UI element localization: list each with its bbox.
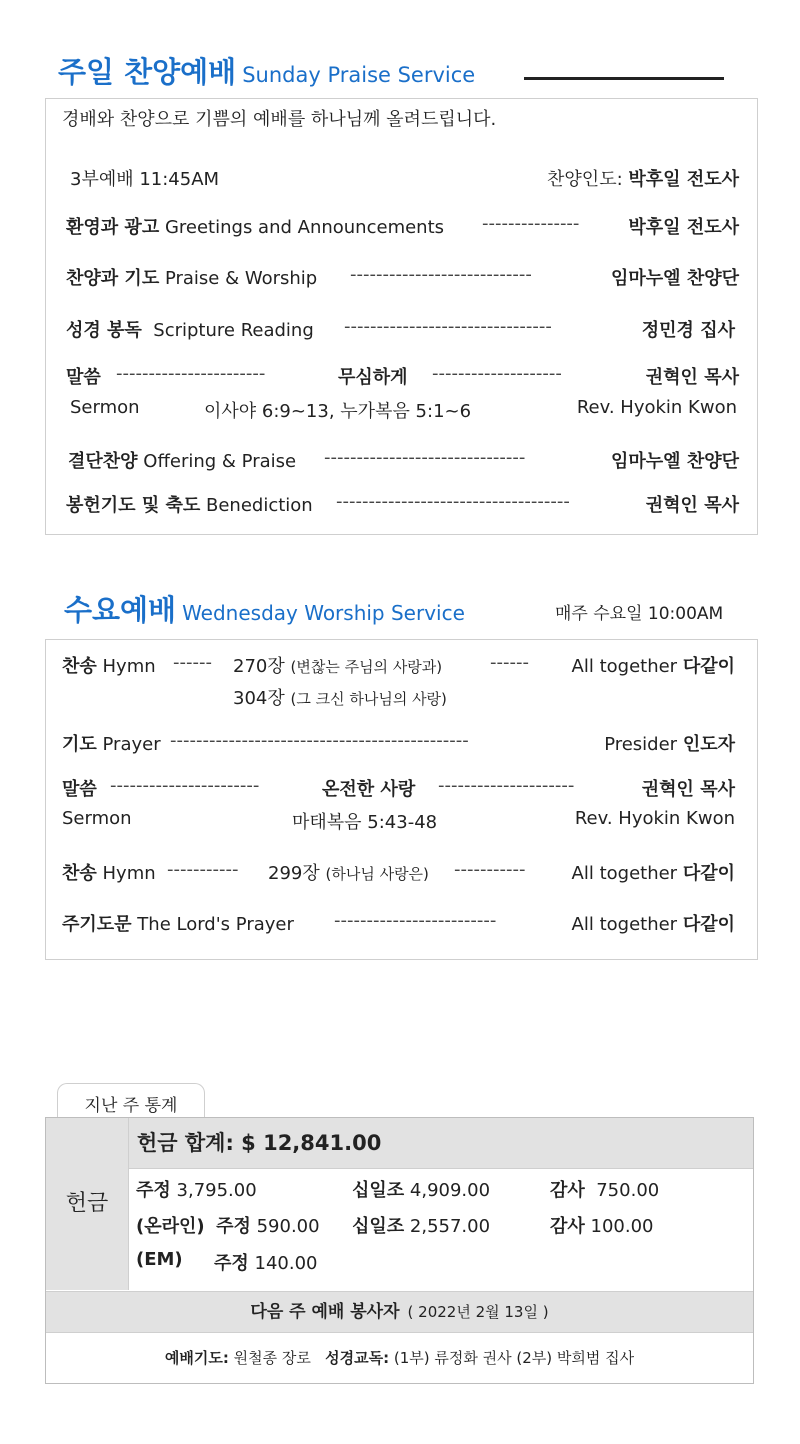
sunday-title-ko: 주일 찬양예배 xyxy=(58,55,237,89)
wednesday-program-box xyxy=(45,639,758,960)
hymn-name: (그 크신 하나님의 사랑) xyxy=(290,690,447,708)
bible-label: 성경교독: xyxy=(325,1349,390,1367)
hymn-ko: 찬송 xyxy=(62,863,97,884)
sermon-label-ko: 말씀 xyxy=(66,367,101,388)
item-who: 임마누엘 찬양단 xyxy=(611,451,739,472)
item-ko: 성경 봉독 xyxy=(66,320,142,341)
item-en: Greetings and Announcements xyxy=(164,217,445,238)
dashes: -------------------- xyxy=(432,363,562,384)
who-en: Presider xyxy=(604,734,678,755)
prayer-row xyxy=(46,730,757,760)
sermon-title: 무심하게 xyxy=(338,367,408,388)
value: 4,909.00 xyxy=(409,1180,491,1201)
stats-table xyxy=(45,1117,754,1384)
dashes: ---------------------------- xyxy=(350,264,532,285)
dashes: ----------------------- xyxy=(110,775,260,796)
next-date: ( 2022년 2월 13일 ) xyxy=(407,1303,549,1321)
sermon-row-en xyxy=(46,808,757,838)
next-title: 다음 주 예배 봉사자 xyxy=(250,1302,400,1322)
who-ko: 다같이 xyxy=(682,914,735,935)
item-who: 정민경 집사 xyxy=(641,320,735,341)
prayer-label: 예배기도: xyxy=(164,1349,229,1367)
program-item xyxy=(46,264,757,294)
sunday-title-en: Sunday Praise Service xyxy=(242,63,476,87)
hymn-name: (변찮는 주님의 사랑과) xyxy=(290,658,443,676)
dashes: ------------------------------- xyxy=(324,447,526,468)
label: 주정 xyxy=(136,1180,171,1201)
time-row xyxy=(46,165,757,195)
offering-label: 헌금 xyxy=(46,1118,129,1290)
item-who: 권혁인 목사 xyxy=(645,495,739,516)
label: 십일조 xyxy=(352,1180,405,1201)
bible-names: (1부) 류정화 권사 (2부) 박희범 집사 xyxy=(393,1349,635,1367)
who-ko: 다같이 xyxy=(682,863,735,884)
preacher-en: Rev. Hyokin Kwon xyxy=(574,808,735,829)
wednesday-section-title xyxy=(64,588,465,629)
hymn-number: 299장 xyxy=(268,863,320,884)
value: 3,795.00 xyxy=(176,1180,257,1201)
label: 주정 xyxy=(216,1216,251,1237)
leader-label: 찬양인도: xyxy=(547,169,623,190)
item-en: Scripture Reading xyxy=(153,320,314,341)
sermon-row xyxy=(46,775,757,805)
who-ko: 다같이 xyxy=(682,656,735,677)
stats-tab: 지난 주 통계 xyxy=(57,1083,205,1119)
lords-en: The Lord's Prayer xyxy=(137,914,294,935)
intro-row xyxy=(46,105,757,135)
dashes: ----------- xyxy=(454,859,526,880)
dashes: -------------------------------- xyxy=(344,316,552,337)
lords-ko: 주기도문 xyxy=(62,914,132,935)
prefix: (EM) xyxy=(136,1249,183,1270)
program-item xyxy=(46,491,757,521)
label: 감사 xyxy=(550,1180,585,1201)
label: 십일조 xyxy=(352,1216,405,1237)
value: 750.00 xyxy=(596,1180,660,1201)
sunday-program-box xyxy=(45,98,758,535)
program-item xyxy=(46,447,757,477)
hymn-ko: 찬송 xyxy=(62,656,97,677)
intro-text: 경배와 찬양으로 기쁨의 예배를 하나님께 올려드립니다. xyxy=(62,109,497,130)
item-ko: 환영과 광고 xyxy=(66,217,160,238)
prayer-ko: 기도 xyxy=(62,734,97,755)
dashes: --------------- xyxy=(482,213,580,234)
who-en: All together xyxy=(571,914,678,935)
item-who: 임마누엘 찬양단 xyxy=(611,268,739,289)
dashes: ------------------------- xyxy=(334,910,497,931)
hymn-en: Hymn xyxy=(102,863,156,884)
sermon-row xyxy=(46,363,757,393)
value: 140.00 xyxy=(254,1253,318,1274)
value: 2,557.00 xyxy=(409,1216,491,1237)
sermon-scripture: 마태복음 5:43-48 xyxy=(292,812,438,833)
item-ko: 결단찬양 xyxy=(68,451,138,472)
dashes: ------ xyxy=(173,652,212,673)
value: 590.00 xyxy=(256,1216,320,1237)
leader xyxy=(547,165,739,191)
label: 주정 xyxy=(214,1253,249,1274)
lords-prayer-row xyxy=(46,910,757,940)
wednesday-time: 매주 수요일 10:00AM xyxy=(555,604,724,624)
sunday-section-title xyxy=(58,50,475,91)
hymn-name: (하나님 사랑은) xyxy=(325,865,429,883)
sermon-title: 온전한 사랑 xyxy=(322,779,416,800)
prayer-name: 원철종 장로 xyxy=(233,1349,311,1367)
item-ko: 봉헌기도 및 축도 xyxy=(66,495,201,516)
hymn-row-2 xyxy=(46,684,757,714)
leader-name: 박후일 전도사 xyxy=(628,169,739,190)
sermon-label-en: Sermon xyxy=(70,397,140,418)
sermon-label-ko: 말씀 xyxy=(62,779,97,800)
item-who: 박후일 전도사 xyxy=(628,217,739,238)
dashes: ----------------------- xyxy=(116,363,266,384)
program-item xyxy=(46,316,757,346)
next-week-servers-header xyxy=(46,1291,753,1333)
who-en: All together xyxy=(571,863,678,884)
dashes: ----------- xyxy=(167,859,239,880)
sermon-label-en: Sermon xyxy=(62,808,132,829)
service-time: 3부예배 11:45AM xyxy=(70,169,220,190)
dashes: ------------------------------------ xyxy=(336,491,570,512)
dashes: ---------------------------------------------- xyxy=(170,730,469,751)
dashes: --------------------- xyxy=(438,775,575,796)
item-en: Praise & Worship xyxy=(164,268,318,289)
value: 100.00 xyxy=(590,1216,654,1237)
hymn-row xyxy=(46,859,757,889)
hymn-number: 270장 xyxy=(233,656,285,677)
servers-row xyxy=(46,1333,753,1383)
preacher-ko: 권혁인 목사 xyxy=(641,779,735,800)
program-item xyxy=(46,213,757,243)
label: 감사 xyxy=(550,1216,585,1237)
offering-total: 헌금 합계: $ 12,841.00 xyxy=(129,1118,753,1169)
sermon-scripture: 이사야 6:9~13, 누가복음 5:1~6 xyxy=(204,401,472,422)
prayer-en: Prayer xyxy=(102,734,161,755)
item-en: Benediction xyxy=(205,495,313,516)
preacher-en: Rev. Hyokin Kwon xyxy=(576,397,737,418)
who-ko: 인도자 xyxy=(682,734,735,755)
wednesday-title-en: Wednesday Worship Service xyxy=(182,601,465,625)
prefix: (온라인) xyxy=(136,1216,205,1237)
hymn-number: 304장 xyxy=(233,688,285,709)
title-rule xyxy=(524,77,724,80)
item-ko: 찬양과 기도 xyxy=(66,268,160,289)
item-en: Offering & Praise xyxy=(143,451,297,472)
who-en: All together xyxy=(571,656,678,677)
wednesday-title-ko: 수요예배 xyxy=(64,593,177,627)
hymn-en: Hymn xyxy=(102,656,156,677)
sermon-row-en xyxy=(46,397,757,427)
dashes: ------ xyxy=(490,652,529,673)
preacher-ko: 권혁인 목사 xyxy=(645,367,739,388)
hymn-row xyxy=(46,652,757,682)
